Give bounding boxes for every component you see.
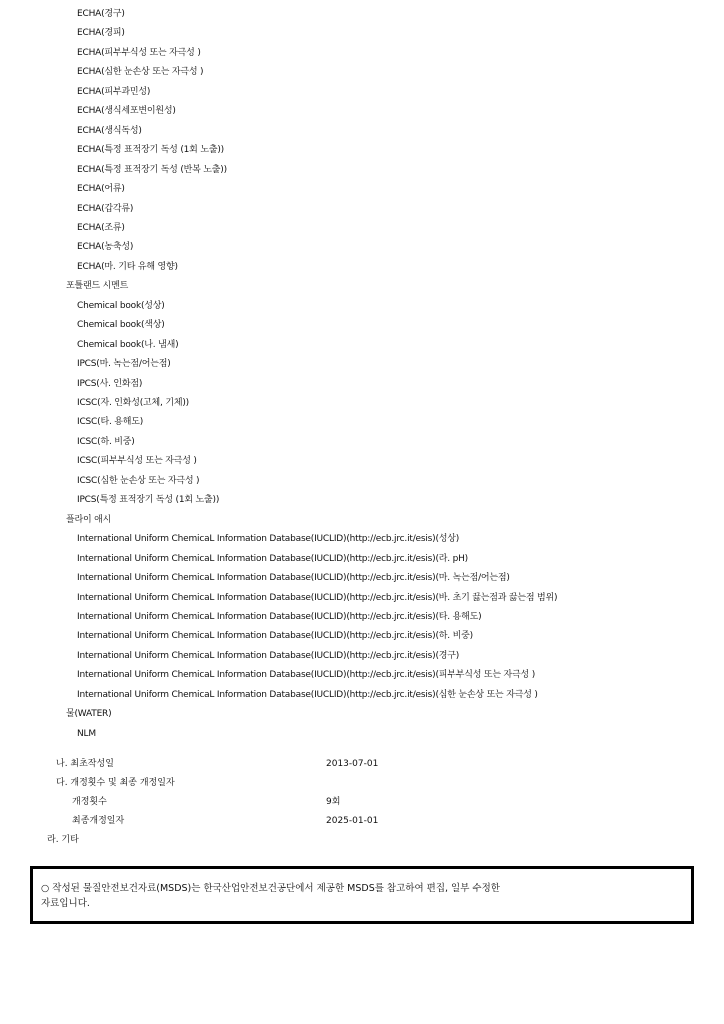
reference-item: International Uniform ChemicaL Information Database(IUCLID)(http://ecb.jrc.it/esis)(타. 용해도) (77, 611, 482, 622)
reference-item: ICSC(피부부식성 또는 자극성 ) (77, 456, 197, 467)
revision-count-value: 9회 (326, 797, 341, 807)
reference-item: ECHA(어류) (77, 184, 125, 195)
other-label: 라. 기타 (47, 835, 79, 845)
first-written-value: 2013-07-01 (326, 759, 379, 769)
revision-header: 다. 개정횟수 및 최종 개정일자 (56, 778, 175, 788)
reference-item: ECHA(조류) (77, 222, 125, 233)
last-revised-label: 최종개정일자 (72, 816, 125, 826)
reference-item: ECHA(생식세포변이원성) (77, 106, 176, 117)
reference-item: IPCS(사. 인화점) (77, 378, 143, 389)
notice-text: ○ 작성된 물질안전보건자료(MSDS)는 한국산업안전보건공단에서 제공한 MSDS를 참고하여 편집, 일부 수정한 자료입니다. (41, 883, 500, 909)
reference-item: ECHA(생식독성) (77, 125, 142, 136)
reference-item: International Uniform ChemicaL Information Database(IUCLID)(http://ecb.jrc.it/esis)(마. 녹는점/어는점) (77, 573, 510, 584)
reference-item: ECHA(농축성) (77, 242, 134, 253)
reference-item: ECHA(마. 기타 유해 영향) (77, 261, 178, 272)
reference-item: ECHA(경피) (77, 28, 125, 39)
reference-item: ECHA(갑각류) (77, 203, 134, 214)
last-revised-value: 2025-01-01 (326, 816, 379, 826)
reference-item: ICSC(타. 용해도) (77, 417, 144, 428)
reference-item: IPCS(마. 녹는점/어는점) (77, 359, 171, 370)
reference-item: ECHA(심한 눈손상 또는 자극성 ) (77, 67, 204, 78)
reference-group-header: 물(WATER) (66, 709, 112, 720)
reference-group-header: 포틀랜드 시멘트 (66, 281, 129, 292)
reference-item: Chemical book(나. 냄새) (77, 339, 179, 350)
reference-item: ICSC(심한 눈손상 또는 자극성 ) (77, 475, 200, 486)
reference-item: ECHA(특정 표적장기 독성 (1회 노출)) (77, 145, 224, 156)
reference-item: IPCS(특정 표적장기 독성 (1회 노출)) (77, 495, 220, 506)
reference-item: International Uniform ChemicaL Information Database(IUCLID)(http://ecb.jrc.it/esis)(라. pH) (77, 553, 468, 564)
reference-item: International Uniform ChemicaL Information Database(IUCLID)(http://ecb.jrc.it/esis)(성상) (77, 534, 460, 545)
reference-item: Chemical book(색상) (77, 320, 165, 331)
revision-count-label: 개정횟수 (72, 797, 107, 807)
notice-box (30, 866, 694, 924)
reference-group-header: 플라이 애시 (66, 514, 112, 525)
first-written-label: 나. 최초작성일 (56, 759, 114, 769)
reference-item: ICSC(하. 비중) (77, 436, 135, 447)
reference-item: International Uniform ChemicaL Information Database(IUCLID)(http://ecb.jrc.it/esis)(피부부식성 또는 자극성 ) (77, 670, 536, 681)
reference-item: International Uniform ChemicaL Information Database(IUCLID)(http://ecb.jrc.it/esis)(하. 비중) (77, 631, 473, 642)
reference-item: ICSC(자. 인화성(고체, 기체)) (77, 398, 189, 408)
reference-item: ECHA(특정 표적장기 독성 (반복 노출)) (77, 164, 227, 175)
reference-item: ECHA(피부부식성 또는 자극성 ) (77, 47, 201, 58)
reference-item: ECHA(경구) (77, 9, 125, 19)
reference-item: International Uniform ChemicaL Information Database(IUCLID)(http://ecb.jrc.it/esis)(심한 눈손상 또는 자극성 ) (77, 689, 538, 700)
reference-item: Chemical book(성상) (77, 300, 165, 311)
reference-item: International Uniform ChemicaL Information Database(IUCLID)(http://ecb.jrc.it/esis)(바. 초기 끓는점과 끓는점 범위) (77, 592, 558, 603)
reference-item: International Uniform ChemicaL Information Database(IUCLID)(http://ecb.jrc.it/esis)(경구) (77, 650, 460, 661)
reference-item: NLM (77, 728, 96, 739)
reference-item: ECHA(피부과민성) (77, 86, 151, 97)
